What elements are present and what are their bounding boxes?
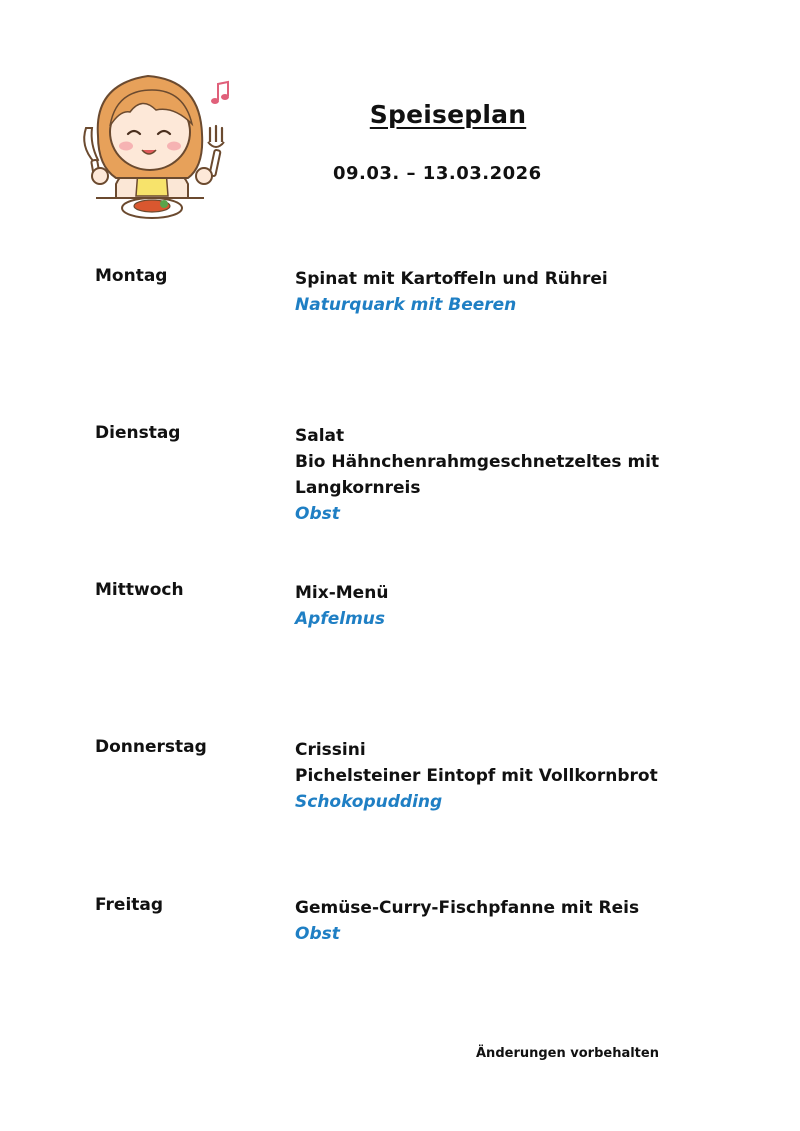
girl-eating-icon [76, 66, 236, 228]
meal-list [295, 895, 715, 947]
dessert-item: Apfelmus [295, 609, 386, 629]
meal-item: Crissini [295, 740, 366, 760]
meal-item: Gemüse-Curry-Fischpfanne mit Reis [295, 898, 640, 918]
dessert-item: Naturquark mit Beeren [295, 295, 517, 315]
meal-list [295, 580, 715, 632]
day-name: Freitag [95, 895, 164, 915]
meal-list [295, 423, 715, 527]
meal-item: Bio Hähnchenrahmgeschnetzeltes mit [295, 452, 660, 472]
meal-item: Langkornreis [295, 478, 421, 498]
day-name: Dienstag [95, 423, 181, 443]
date-range: 09.03. – 13.03.2026 [333, 163, 542, 184]
changes-reserved-note: Änderungen vorbehalten [476, 1046, 659, 1061]
meal-list [295, 737, 715, 815]
meal-item: Salat [295, 426, 345, 446]
meal-list [295, 266, 715, 318]
dessert-item: Obst [295, 924, 340, 944]
day-name: Montag [95, 266, 168, 286]
meal-item: Pichelsteiner Eintopf mit Vollkornbrot [295, 766, 658, 786]
page-title: Speiseplan [369, 100, 527, 129]
day-name: Donnerstag [95, 737, 207, 757]
meal-item: Mix-Menü [295, 583, 389, 603]
meal-item: Spinat mit Kartoffeln und Rührei [295, 269, 608, 289]
dessert-item: Obst [295, 504, 340, 524]
day-name: Mittwoch [95, 580, 184, 600]
dessert-item: Schokopudding [295, 792, 443, 812]
